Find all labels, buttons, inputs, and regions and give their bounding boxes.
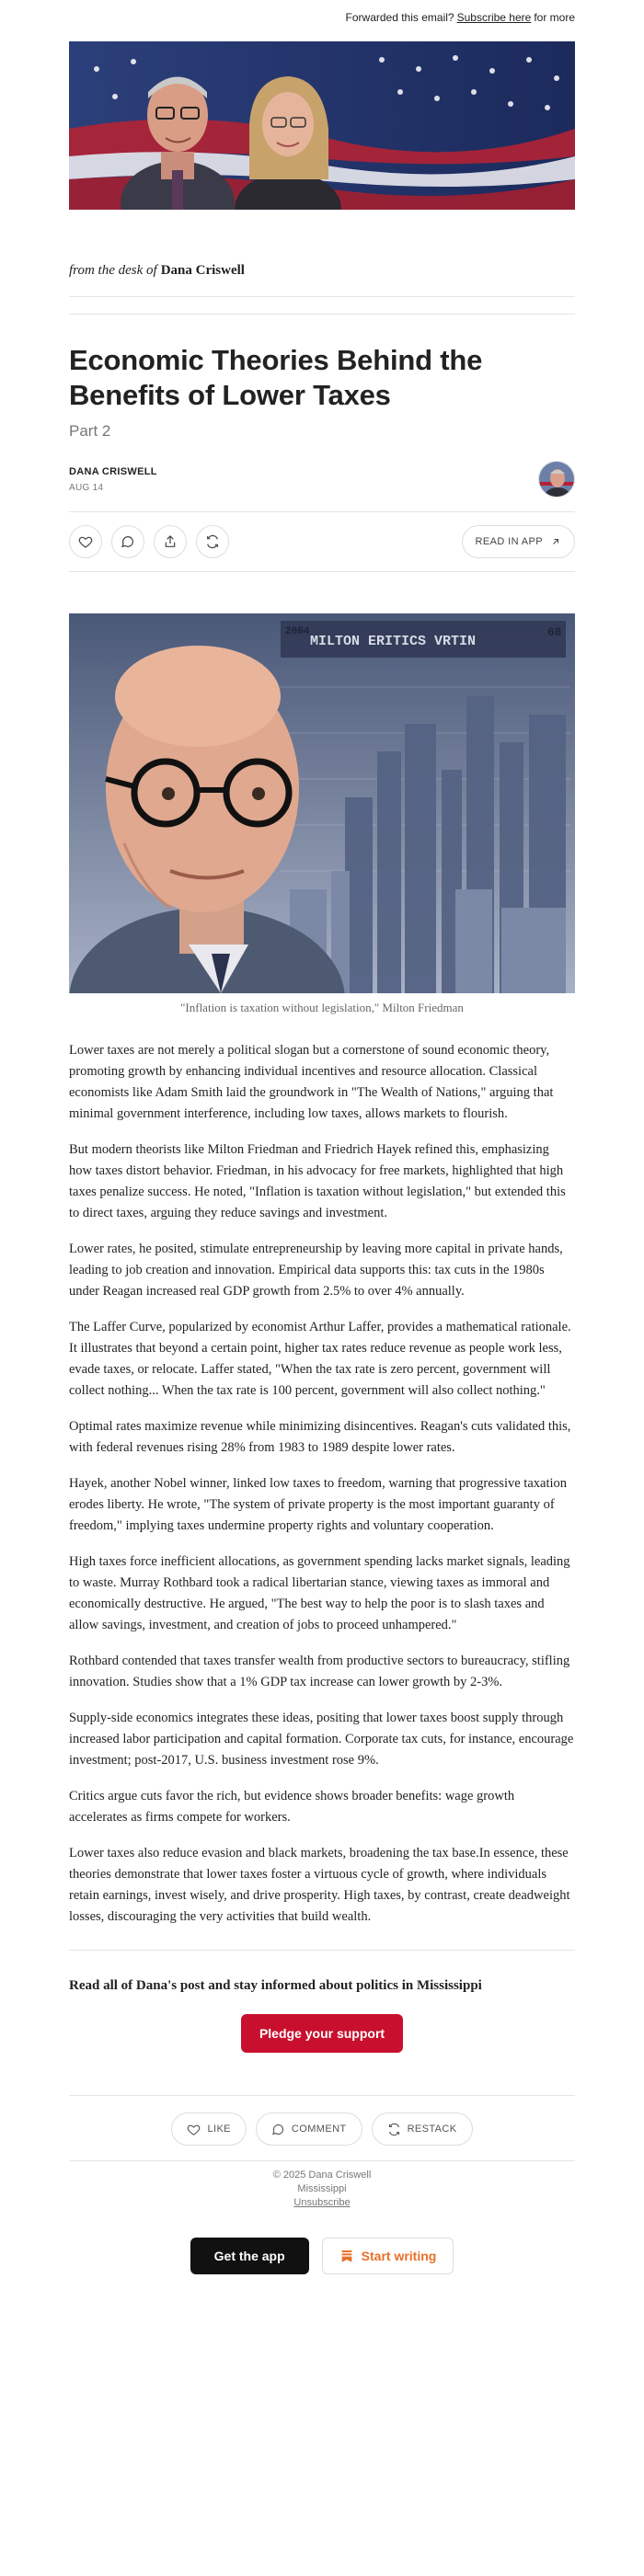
footer-comment-button[interactable] xyxy=(256,2112,362,2146)
location-text: Mississippi xyxy=(297,2183,347,2194)
like-button[interactable] xyxy=(69,525,102,558)
start-writing-button[interactable] xyxy=(322,2238,454,2274)
body-paragraph: High taxes force inefficient allocations, as government spending lacks market signals, leading to waste. Murray Rothbard took a radical libertarian stance, viewing taxes as immoral and economically destructive. He argued, "The best way to help the poor is to slash taxes and allow savings, investment, and creation of jobs to proceed unhampered." xyxy=(69,1554,570,1632)
divider xyxy=(69,314,575,315)
pledge-support-button[interactable]: Pledge your support xyxy=(241,2014,403,2053)
from-desk-prefix: from the desk of xyxy=(69,262,157,278)
cta-heading: Read all of Dana's post and stay informed about politics in Mississippi xyxy=(69,1978,482,1993)
body-paragraph: Lower rates, he posited, stimulate entrepreneurship by leaving more capital in private hands, leading to job creation and innovation. Empirical data supports this: tax cuts in the 1980s under Reagan increased real GDP growth from 2.5% to over 4% annually. xyxy=(69,1242,563,1299)
divider xyxy=(69,2160,575,2161)
footer-like-button[interactable] xyxy=(171,2112,246,2146)
post-body xyxy=(69,1040,575,1928)
restack-icon xyxy=(387,2123,401,2136)
get-the-app-button[interactable]: Get the app xyxy=(190,2238,309,2274)
forward-suffix: for more xyxy=(534,11,575,24)
forward-bar xyxy=(69,0,575,35)
substack-logo-icon xyxy=(339,2249,354,2263)
copyright-text: © 2025 Dana Criswell xyxy=(272,2170,372,2181)
comment-icon xyxy=(121,534,135,549)
footer-like-label: LIKE xyxy=(207,2124,231,2135)
footer-comment-label: COMMENT xyxy=(291,2124,347,2135)
comment-icon xyxy=(271,2123,285,2136)
divider xyxy=(69,1950,575,1951)
post-action-row xyxy=(69,511,575,572)
body-paragraph: But modern theorists like Milton Friedman and Friedrich Hayek refined this, emphasizing how taxes distort behavior. Friedman, in his advocacy for free markets, highlighted that high taxes penalize success. He noted, "Inflation is taxation without legislation," but extended this to direct taxes, arguing they reduce savings and investment. xyxy=(69,1142,566,1220)
body-paragraph: Optimal rates maximize revenue while minimizing disincentives. Reagan's cuts validated this, with federal revenues rising 28% from 1983 to 1989 despite lower rates. xyxy=(69,1419,571,1455)
author-byline xyxy=(69,461,575,498)
comment-button[interactable] xyxy=(111,525,144,558)
footer-actions xyxy=(69,2112,575,2146)
arrow-up-right-icon xyxy=(550,536,561,547)
feature-image xyxy=(69,613,575,993)
pledge-wrapper xyxy=(69,2014,575,2053)
body-paragraph: Rothbard contended that taxes transfer wealth from productive sectors to bureaucracy, stifling innovation. Studies show that a 1% GDP tax increase can lower growth by 2-3%. xyxy=(69,1654,570,1689)
subscribe-link[interactable]: Subscribe here xyxy=(456,11,532,24)
chart-left-label: 2064 xyxy=(285,626,310,637)
start-writing-label: Start writing xyxy=(361,2249,437,2263)
body-paragraph: Supply-side economics integrates these ideas, positing that lower taxes boost supply through increased labor participation and capital formation. Corporate tax cuts, for instance, encourage investment; post-2017, U.S. business investment rose 9%. xyxy=(69,1711,574,1768)
heart-icon xyxy=(78,534,93,549)
read-in-app-button[interactable] xyxy=(462,525,575,558)
share-icon xyxy=(163,534,178,549)
body-paragraph: The Laffer Curve, popularized by economist Arthur Laffer, provides a mathematical rationale. It illustrates that beyond a certain point, higher tax rates reduce revenue as people work less, evade taxes, or relocate. Laffer stated, "When the tax rate is zero percent, government will collect nothing... When the tax rate is 100 percent, government will also collect nothing." xyxy=(69,1320,571,1398)
avatar-portrait xyxy=(539,462,575,498)
email-container xyxy=(69,0,575,2274)
unsubscribe-link[interactable]: Unsubscribe xyxy=(293,2197,351,2208)
body-paragraph: Critics argue cuts favor the rich, but evidence shows broader benefits: wage growth accelerates as firms compete for workers. xyxy=(69,1789,515,1825)
body-paragraph: Lower taxes are not merely a political slogan but a cornerstone of sound economic theory, promoting growth by enhancing individual incentives and resource allocation. Classical economists like Adam Smith laid the groundwork in "The Wealth of Nations," arguing that minimal government interference, including low taxes, allows markets to flourish. xyxy=(69,1043,554,1121)
author-avatar[interactable] xyxy=(538,461,575,498)
friedman-city-illustration xyxy=(69,613,575,993)
post-subtitle: Part 2 xyxy=(69,422,111,440)
divider xyxy=(69,296,575,297)
heart-icon xyxy=(187,2123,201,2136)
footer-restack-label: RESTACK xyxy=(407,2124,457,2135)
post-title[interactable]: Economic Theories Behind the Benefits of Lower Taxes xyxy=(69,344,483,411)
divider xyxy=(69,2095,575,2096)
author-info xyxy=(69,466,157,493)
publication-byline xyxy=(69,258,575,283)
flag-portrait-illustration xyxy=(69,41,575,210)
restack-icon xyxy=(205,534,220,549)
author-name[interactable]: DANA CRISWELL xyxy=(69,465,157,477)
share-button[interactable] xyxy=(154,525,187,558)
footer-meta xyxy=(69,2169,575,2210)
body-paragraph: Hayek, another Nobel winner, linked low taxes to freedom, warning that progressive taxation erodes liberty. He wrote, "The system of private property is the most important guaranty of freedom," implying taxes undermine property rights and voluntary cooperation. xyxy=(69,1476,567,1533)
read-in-app-label: READ IN APP xyxy=(475,536,543,547)
post-date: AUG 14 xyxy=(69,482,104,493)
restack-button[interactable] xyxy=(196,525,229,558)
chart-right-label: 68 xyxy=(547,625,562,639)
footer-restack-button[interactable] xyxy=(372,2112,473,2146)
feature-image-caption: "Inflation is taxation without legislation," Milton Friedman xyxy=(180,1001,464,1014)
publication-name[interactable]: Dana Criswell xyxy=(160,262,245,278)
engagement-icons xyxy=(69,525,229,558)
body-paragraph: Lower taxes also reduce evasion and black markets, broadening the tax base.In essence, these theories demonstrate that lower taxes foster a virtuous cycle of growth, where individuals retain earnings, invest wisely, and drive prosperity. High taxes, by contrast, create deadweight losses, discouraging the very activities that build wealth. xyxy=(69,1846,570,1924)
app-promo-row xyxy=(69,2238,575,2274)
chart-heading-text: MILTON ERITICS VRTIN xyxy=(310,634,477,649)
header-banner-image xyxy=(69,41,575,210)
forward-prefix: Forwarded this email? xyxy=(345,11,454,24)
